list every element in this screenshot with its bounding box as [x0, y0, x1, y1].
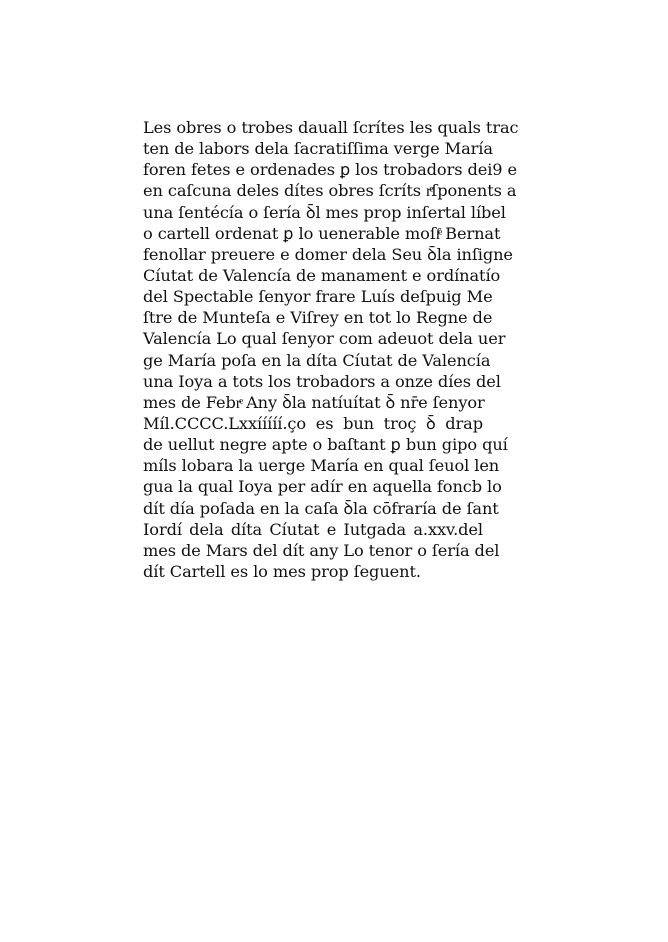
text-line-2: ten de labors dela ſacratiſſima verge María: [143, 139, 493, 159]
text-line-22: dít Cartell es lo mes prop ſeguent.: [143, 561, 421, 581]
text-line-16: de uellut negre apte o baſtant ꝑ bun gipo quí: [143, 435, 508, 455]
text-line-5: una ſentécía o ſería ꝺ̄l mes prop inſertal líbel: [143, 202, 506, 222]
text-line-14: mes de Febrͤ Any ꝺ̄la natíuítat ꝺ̄ nr̄e ſenyor: [143, 392, 485, 412]
text-line-7: fenollar preuere e domer dela Seu ꝺ̄la inſigne: [143, 244, 513, 264]
incunable-text-block: [143, 117, 519, 582]
text-line-19: dít día poſada en la caſa ꝺ̄la cōfraría de ſant: [143, 498, 499, 518]
text-line-11: Valencía Lo qual ſenyor com adeuot dela uer: [143, 329, 506, 349]
text-line-9: del Spectable ſenyor frare Luís deſpuig Me: [143, 287, 493, 307]
text-line-10: ſtre de Munteſa e Viſrey en tot lo Regne de: [143, 308, 493, 328]
text-line-1: Les obres o trobes dauall ſcrítes les quals trac: [143, 118, 519, 137]
text-line-20: Iordí dela díta Cíutat e Iutgada a.xxv.del: [143, 519, 483, 539]
text-line-18: gua la qual Ioya per adír en aquella foncb lo: [143, 477, 502, 497]
text-line-6: o cartell ordenat ꝑ lo uenerable moſſͤ Bernat: [143, 223, 501, 243]
text-line-8: Cíutat de Valencía de manament e ordínatío: [143, 265, 501, 285]
text-line-3: foren fetes e ordenades ꝑ los trobadors dei9 e: [143, 160, 517, 180]
text-line-17: míls lobara la uerge María en qual ſeuol len: [143, 456, 500, 476]
text-line-12: ge María poſa en la díta Cíutat de Valencía: [143, 350, 491, 370]
text-line-4: en caſcuna deles dítes obres ſcríts rͤſponents a: [143, 181, 517, 201]
text-line-13: una Ioya a tots los trobadors a onze díes del: [143, 371, 501, 391]
text-line-21: mes de Mars del dít any Lo tenor o ſería del: [143, 540, 500, 560]
text-line-15: Míl.CCCC.Lxxííííí.ço es bun troç ꝺ̄ drap: [143, 413, 483, 433]
